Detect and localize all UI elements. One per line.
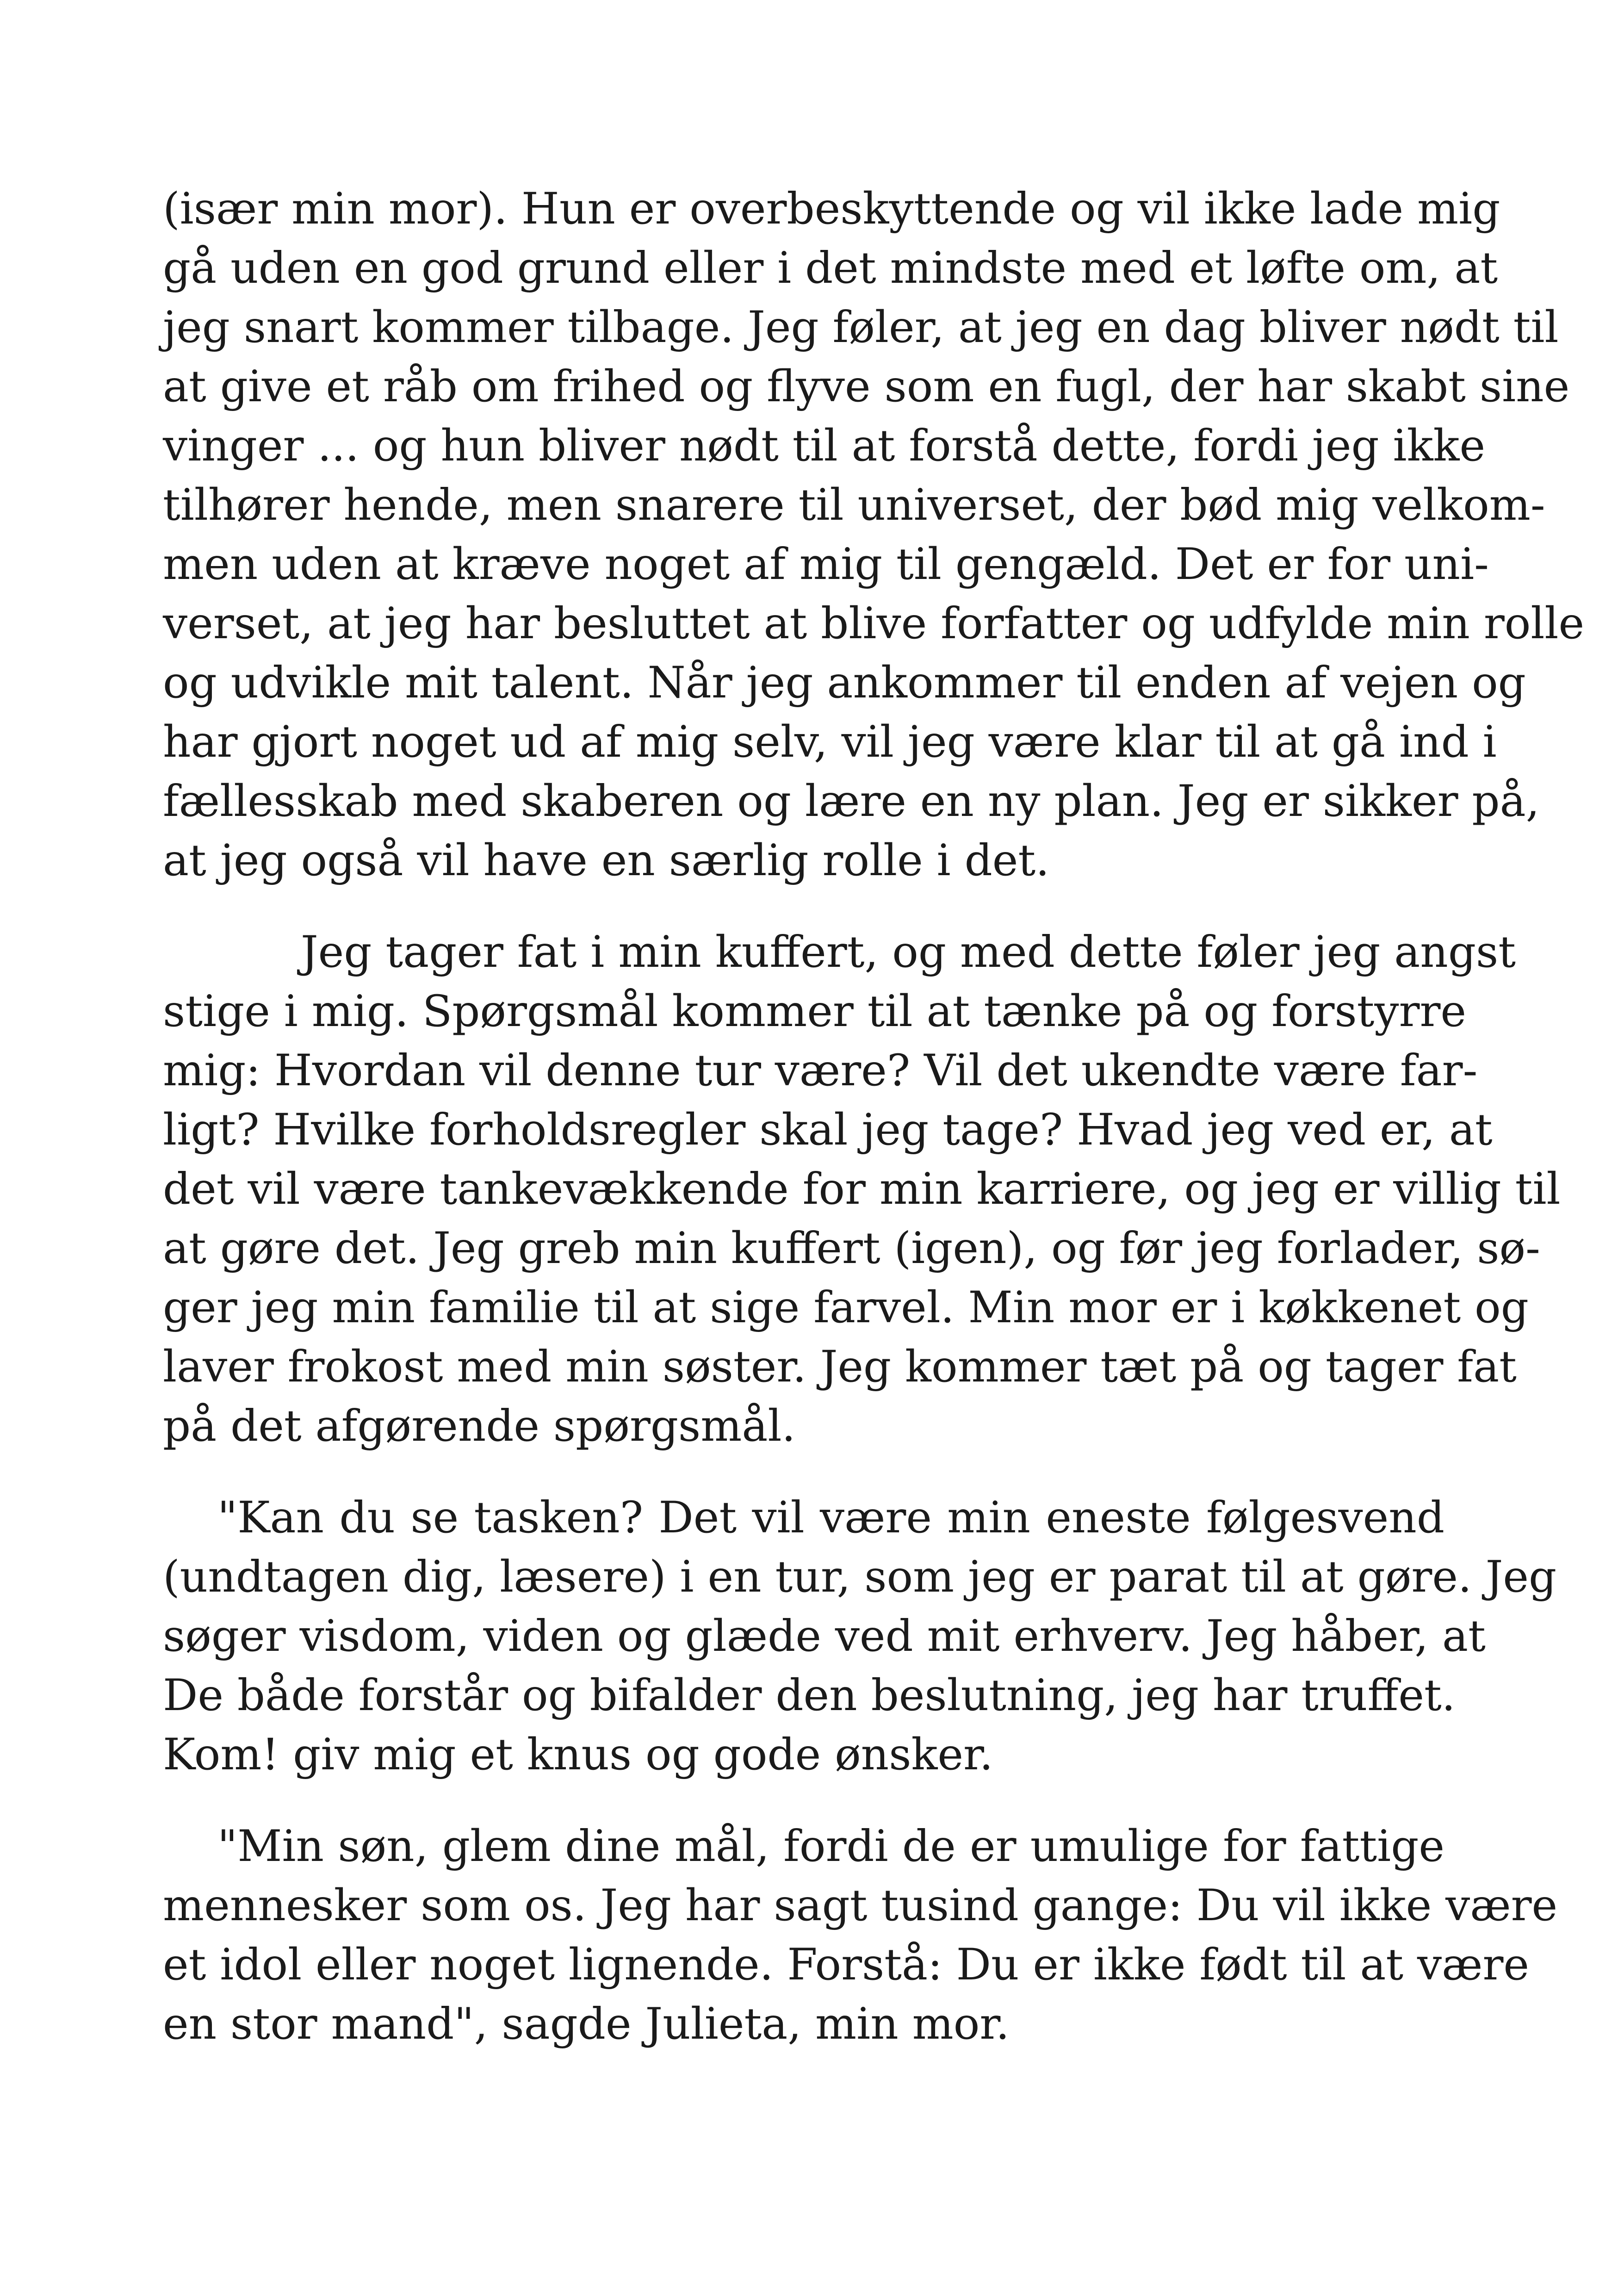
text-line: stige i mig. Spørgsmål kommer til at tænke på og forstyrre — [163, 986, 1467, 1037]
text-line: "Min søn, glem dine mål, fordi de er umulige for fattige — [217, 1821, 1444, 1872]
text-line: tilhører hende, men snarere til universet, der bød mig velkom- — [163, 480, 1545, 530]
text-line: mig: Hvordan vil denne tur være? Vil det ukendte være far- — [163, 1045, 1478, 1096]
text-line: ligt? Hvilke forholdsregler skal jeg tage? Hvad jeg ved er, at — [163, 1105, 1493, 1155]
text-line: Kom! giv mig et knus og gode ønsker. — [163, 1730, 993, 1780]
text-line: ger jeg min familie til at sige farvel. Min mor er i køkkenet og — [163, 1282, 1529, 1333]
text-line: vinger ... og hun bliver nødt til at forstå dette, fordi jeg ikke — [163, 421, 1486, 471]
text-line: Jeg tager fat i min kuffert, og med dette føler jeg angst — [301, 927, 1516, 977]
text-line: laver frokost med min søster. Jeg kommer tæt på og tager fat — [163, 1342, 1517, 1392]
paragraph-4 — [163, 1817, 1558, 2054]
text-line: har gjort noget ud af mig selv, vil jeg være klar til at gå ind i — [163, 717, 1497, 767]
text-line: på det afgørende spørgsmål. — [163, 1401, 796, 1451]
text-line: fællesskab med skaberen og lære en ny plan. Jeg er sikker på, — [163, 776, 1540, 827]
text-line: og udvikle mit talent. Når jeg ankommer til enden af vejen og — [163, 658, 1526, 708]
text-line: at give et råb om frihed og flyve som en fugl, der har skabt sine — [163, 361, 1570, 412]
text-line: (undtagen dig, læsere) i en tur, som jeg er parat til at gøre. Jeg — [163, 1552, 1557, 1602]
text-line: at jeg også vil have en særlig rolle i det. — [163, 835, 1050, 886]
body-text — [163, 180, 1585, 2054]
paragraph-3 — [163, 1488, 1557, 1785]
text-line: De både forstår og bifalder den beslutning, jeg har truffet. — [163, 1670, 1456, 1721]
text-line: verset, at jeg har besluttet at blive forfatter og udfylde min rolle — [163, 598, 1585, 649]
paragraph-1 — [163, 180, 1585, 890]
text-line: mennesker som os. Jeg har sagt tusind gange: Du vil ikke være — [163, 1880, 1558, 1931]
text-line: en stor mand", sagde Julieta, min mor. — [163, 1999, 1010, 2049]
text-line: jeg snart kommer tilbage. Jeg føler, at jeg en dag bliver nødt til — [163, 302, 1559, 353]
paragraph-2 — [163, 923, 1561, 1456]
text-line: gå uden en god grund eller i det mindste med et løfte om, at — [163, 243, 1498, 293]
text-line: men uden at kræve noget af mig til gengæld. Det er for uni- — [163, 539, 1489, 590]
text-line: at gøre det. Jeg greb min kuffert (igen), og før jeg forlader, sø- — [163, 1223, 1540, 1274]
text-line: "Kan du se tasken? Det vil være min eneste følgesvend — [217, 1493, 1444, 1543]
text-line: det vil være tankevækkende for min karriere, og jeg er villig til — [163, 1164, 1561, 1214]
text-line: søger visdom, viden og glæde ved mit erhverv. Jeg håber, at — [163, 1611, 1486, 1661]
text-line: et idol eller noget lignende. Forstå: Du er ikke født til at være — [163, 1940, 1530, 1990]
text-line: (især min mor). Hun er overbeskyttende og vil ikke lade mig — [163, 184, 1500, 234]
